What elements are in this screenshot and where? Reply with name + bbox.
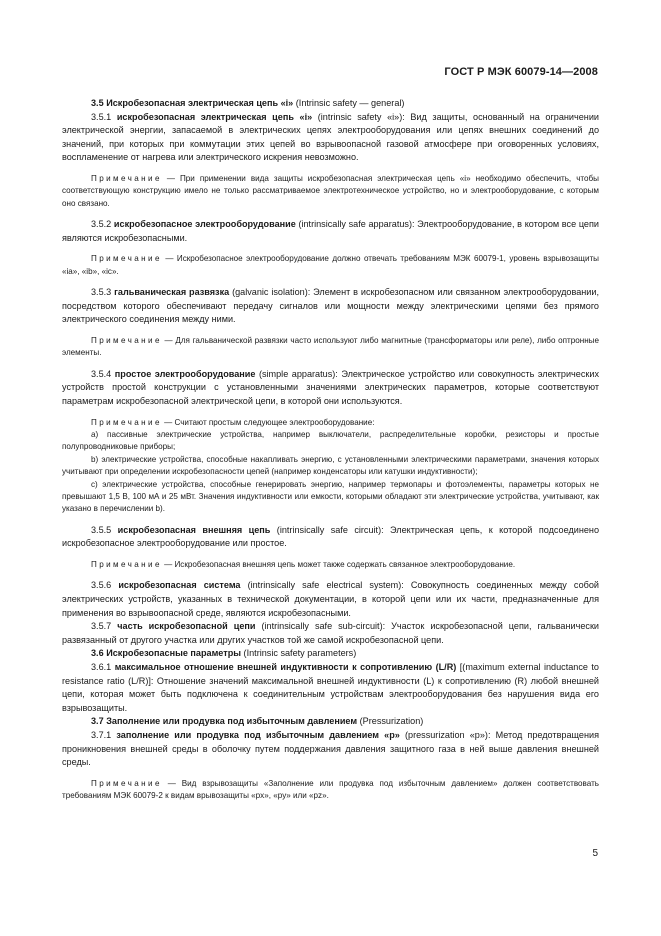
definition-number: 3.5.2 <box>91 219 112 230</box>
definition-term: максимальное отношение внешней индуктивности к сопротивлению <box>114 661 433 672</box>
definition-text: (intrinsically safe apparatus): Электрооборудование, в котором все цепи являются искробезопасными. <box>62 219 599 243</box>
definition-number: 3.7.1 <box>91 729 112 740</box>
section-subtitle: (Pressurization) <box>357 716 424 727</box>
section-number: 3.5 <box>91 98 104 108</box>
definition-text: (intrinsic safety «i»): Вид защиты, основанный на ограничении электрической энергии, запасаемой в электрических цепях электрооборудования или цепях внешних соединений до значений, при которых при коммутации этих цепей во взрывоопасной газовой атмосфере при оговоренных условиях, воспламенение от нагрева или электрического искрения невозможно. <box>62 111 599 163</box>
note-label: Примечание <box>91 335 162 345</box>
note-text: — Считают простым следующее электрооборудование: <box>161 417 375 427</box>
section-title: Заполнение или продувка под избыточным давлением <box>106 716 358 727</box>
section-subtitle: (Intrinsic safety parameters) <box>241 648 357 659</box>
definition-text: (intrinsically safe circuit): Электрическая цепь, к которой подсоединено искробезопасное электрооборудование или простое. <box>62 524 600 549</box>
note-list-item: а) пассивные электрические устройства, например выключатели, распределительные коробки, резисторы и простые полупроводниковые приборы; <box>62 429 599 452</box>
definition-term: простое электрооборудование <box>114 368 256 379</box>
note-label: Примечание <box>91 560 162 569</box>
note-text: — Искробезопасная внешняя цепь может также содержать связанное электрооборудование. <box>161 560 516 569</box>
section-3-6 <box>62 647 599 661</box>
definition-term: искробезопасная система <box>118 580 241 591</box>
definition-term: искробезопасная электрическая цепь «i» <box>116 111 313 122</box>
definition-text: (intrinsically safe sub-circuit): Участок искробезопасной цепи, гальванически развязанный от другого участка или других участков той же самой искробезопасной цепи. <box>62 621 599 645</box>
definition-number: 3.5.5 <box>91 524 112 535</box>
note-list-item: c) электрические устройства, способные генерировать энергию, например термопары и фотоэлементы, параметры которых не превышают 1,5 В, 100 мА и 25 мВт. Значения индуктивности или емкости, которыми обладают эти электрические устройства, учитывают, как указано в перечислении b). <box>62 479 599 514</box>
page-number: 5 <box>592 848 598 859</box>
note-text: — Искробезопасное электрооборудование должно отвечать требованиям МЭК 60079-1, уровень взрывозащиты «ia», «ib», «ic». <box>62 254 599 276</box>
definition-3-5-6 <box>62 579 599 620</box>
section-title: Искробезопасная электрическая цепь «i» <box>106 98 294 108</box>
definition-3-7-1 <box>62 729 599 770</box>
definition-number: 3.5.6 <box>91 580 112 591</box>
definition-3-5-4 <box>62 368 599 409</box>
note-4 <box>62 417 599 429</box>
definition-number: 3.5.4 <box>91 368 112 379</box>
note-text: — Вид взрывозащиты «Заполнение или продувка под избыточным давлением» должен соответствовать требованиям МЭК 60079-2 к видам врывозащиты «px», «py» или «pz». <box>62 778 599 801</box>
note-label: Примечание <box>91 417 162 427</box>
section-3-5 <box>62 97 599 111</box>
document-header: ГОСТ Р МЭК 60079-14—2008 <box>444 66 598 78</box>
section-number: 3.7 <box>91 716 104 727</box>
note-6 <box>62 778 599 803</box>
definition-text: (pressurization «p»): Метод предотвращения проникновения внешней среды в оболочку путем поддержания давления защитного газа в ней выше давления внешней среды. <box>62 729 599 768</box>
definition-3-5-3 <box>62 286 599 327</box>
section-title: Искробезопасные параметры <box>106 648 242 659</box>
definition-3-5-2 <box>62 218 599 245</box>
definition-text: [(maximum external inductance to resistance ratio (L/R)]: Отношение значений максимальной внешней индуктивности (L) к сопротивлению (R) любой внешней цепи, которая может быть подключена к соединительным устройствам электрооборудования без нарушения вида его взрывозащиты. <box>62 661 599 713</box>
definition-term: искробезопасная внешняя цепь <box>117 524 271 535</box>
section-subtitle: (Intrinsic safety — general) <box>293 98 405 108</box>
section-number: 3.6 <box>91 648 104 659</box>
definition-text: (galvanic isolation): Элемент в искробезопасном или связанном электрооборудовании, посредством которого обеспечивают передачу сигналов или мощности между электрическими цепями без прямого электрического соединения между ними. <box>62 287 599 325</box>
page-body <box>62 97 599 803</box>
definition-formula: (L/R) <box>435 661 457 672</box>
definition-number: 3.5.1 <box>91 111 112 122</box>
note-3 <box>62 335 599 360</box>
definition-number: 3.6.1 <box>91 661 112 672</box>
note-5 <box>62 559 599 571</box>
definition-term: заполнение или продувка под избыточным давлением «p» <box>116 729 400 740</box>
note-label: Примечание <box>91 778 162 788</box>
definition-text: (simple apparatus): Электрическое устройство или совокупность электрических устройств простой конструкции с установленными значениями электрических параметров, которые соответствуют параметрам искробезопасной электрической цепи, в которой они используются. <box>62 368 600 406</box>
definition-term: гальваническая развязка <box>114 287 230 298</box>
note-list-item: b) электрические устройства, способные накапливать энергию, с установленными электрическими параметрами, значения которых учитывают при определении искробезопасности цепей (например конденсаторы или катушки индуктивности); <box>62 454 599 477</box>
definition-3-5-5 <box>62 524 599 551</box>
note-text: — Для гальванической развязки часто используют либо магнитные (трансформаторы или реле), либо оптронные элементы. <box>62 335 599 358</box>
definition-3-6-1 <box>62 661 599 715</box>
definition-3-5-7 <box>62 620 599 647</box>
note-1 <box>62 173 599 210</box>
definition-term: искробезопасное электрооборудование <box>113 219 296 230</box>
definition-term: часть искробезопасной цепи <box>117 621 256 632</box>
note-text: — При применении вида защиты искробезопасная электрическая цепь «i» необходимо обеспечить, чтобы соответствующую конструкцию имело не только рассматриваемое электротехническое устройство, но и электрооборудование, с которым оно связано. <box>62 173 599 208</box>
definition-text: (intrinsically safe electrical system): Совокупность соединенных между собой электрических устройств, указанных в технической документации, в которой цепи или их части, предназначенные для применения во взрывоопасной среде, являются искробезопасными. <box>62 580 599 618</box>
note-label: Примечание <box>91 254 162 264</box>
definition-number: 3.5.7 <box>91 621 112 632</box>
note-label: Примечание <box>91 173 162 183</box>
note-2 <box>62 253 599 278</box>
section-3-7 <box>62 715 599 729</box>
definition-3-5-1 <box>62 111 599 165</box>
definition-number: 3.5.3 <box>91 287 112 298</box>
